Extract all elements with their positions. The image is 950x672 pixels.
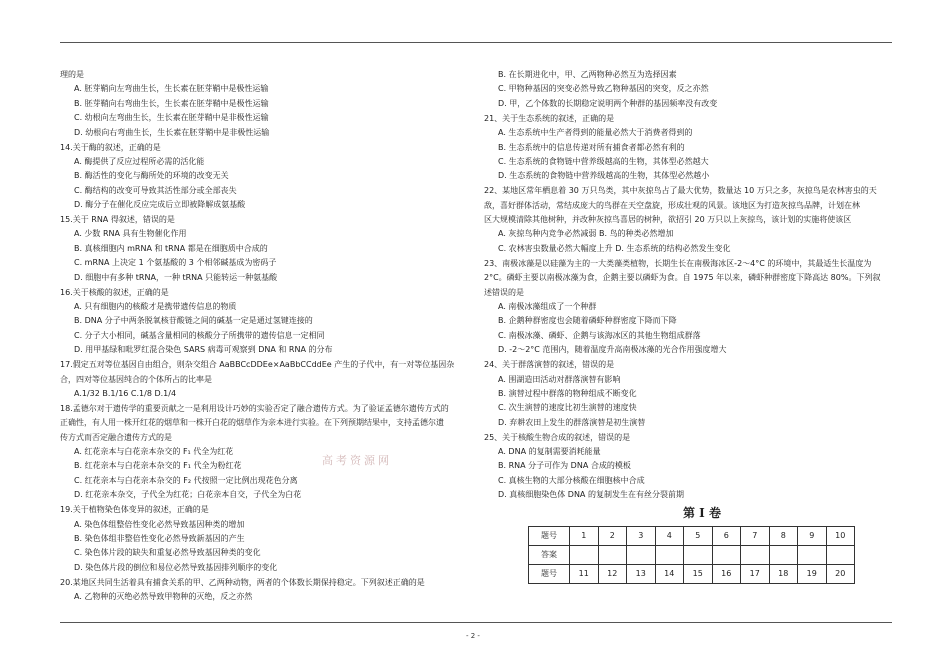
answer-cell[interactable] <box>655 546 684 565</box>
answer-option: C. 染色体片段的缺失和重复必然导致基因种类的变化 <box>74 548 261 558</box>
answer-option: A. 染色体组整倍性变化必然导致基因种类的增加 <box>74 519 245 529</box>
answer-option: D. 弃耕农田上发生的群落演替是初生演替 <box>498 417 646 427</box>
question-continuation: 理的是 <box>60 70 84 79</box>
answer-option: D. 染色体片段的倒位和易位必然导致基因排列顺序的变化 <box>74 562 278 572</box>
answer-table-row-answers <box>529 546 855 565</box>
answer-option: D. 用甲基绿和吡罗红混合染色 SARS 病毒可观察到 DNA 和 RNA 的分布 <box>74 345 333 355</box>
question-stem: 19.关于植物染色体变异的叙述，正确的是 <box>60 505 209 515</box>
answer-cell[interactable] <box>598 546 627 565</box>
question-number: 3 <box>627 527 656 546</box>
right-column <box>484 68 892 503</box>
left-column <box>60 68 468 605</box>
answer-cell[interactable] <box>798 546 827 565</box>
row-label: 题号 <box>529 527 570 546</box>
row-label: 答案 <box>529 546 570 565</box>
answer-option: A. 南极冰藻组成了一个种群 <box>498 302 597 311</box>
question-continuation: 2°C。磷虾主要以南极冰藻为食，企鹅主要以磷虾为食。自 1975 年以来，磷虾种群密度下降高达 80%。下列叙 <box>484 273 881 283</box>
answer-cell[interactable] <box>826 546 855 565</box>
answer-option: A.1/32 B.1/16 C.1/8 D.1/4 <box>74 388 177 398</box>
question-continuation: 区大规模清除其他树种，并改种灰掠鸟喜居的树种，欲招引 20 万只以上灰掠鸟，该计划的实施将使该区 <box>484 215 852 225</box>
answer-option: C. 农林害虫数量必然大幅度上升 D. 生态系统的结构必然发生变化 <box>498 243 731 253</box>
question-stem: 18.孟德尔对于遗传学的重要贡献之一是利用设计巧妙的实验否定了融合遗传方式。为了验证孟德尔遗传方式的 <box>60 403 449 413</box>
top-rule <box>60 42 892 43</box>
answer-option: C. 南极冰藻、磷虾、企鹅与该海冰区的其他生物组成群落 <box>498 330 701 340</box>
watermark: 高考资源网 <box>322 454 392 467</box>
answer-option: D. 甲，乙个体数的长期稳定说明两个种群的基因频率没有改变 <box>498 98 718 108</box>
answer-option: D. -2～2°C 范围内，随着温度升高南极冰藻的光合作用强度增大 <box>498 345 727 355</box>
answer-option: D. 真核细胞染色体 DNA 的复制发生在有丝分裂前期 <box>498 490 684 500</box>
answer-option: C. mRNA 上决定 1 个氨基酸的 3 个相邻碱基成为密码子 <box>74 258 277 268</box>
answer-option: C. 分子大小相同，碱基含量相同的核酸分子所携带的遗传信息一定相同 <box>74 330 325 340</box>
answer-option: C. 生态系统的食物链中营养级越高的生物，其体型必然越大 <box>498 156 709 166</box>
answer-option: B. 在长期进化中，甲、乙两物种必然互为选择因素 <box>498 70 677 79</box>
question-number: 7 <box>741 527 770 546</box>
answer-option: C. 甲物种基因的突变必然导致乙物种基因的突变，反之亦然 <box>498 84 709 94</box>
question-stem: 22、某地区常年栖息着 30 万只鸟类，其中灰掠鸟占了最大优势，数量达 10 万只之多，灰掠鸟是农林害虫的天 <box>484 186 877 196</box>
bottom-rule <box>60 622 892 623</box>
question-number: 5 <box>684 527 713 546</box>
page-number: - 2 - <box>466 632 480 640</box>
answer-option: A. 生态系统中生产者得到的能量必然大于消费者得到的 <box>498 128 693 138</box>
answer-option: A. DNA 的复制需要消耗能量 <box>498 447 601 457</box>
answer-option: C. 酶结构的改变可导致其活性部分或全部丧失 <box>74 185 237 195</box>
answer-table-row-numbers <box>529 527 855 546</box>
question-number: 19 <box>798 565 827 584</box>
answer-option: B. 胚芽鞘向右弯曲生长，生长素在胚芽鞘中是极性运输 <box>74 98 269 108</box>
question-continuation: 敌，喜好群体活动，常结成庞大的鸟群在天空盘旋，形成壮观的风景。该地区为打造灰掠鸟品牌，计划在林 <box>484 200 860 210</box>
question-continuation: 正确性，有人用一株开红花的烟草和一株开白花的烟草作为亲本进行实验。在下列预期结果中，支持孟德尔遗 <box>60 418 444 428</box>
section-title: 第 I 卷 <box>683 506 721 520</box>
question-stem: 21、关于生态系统的叙述，正确的是 <box>484 113 615 123</box>
answer-option: B. 染色体组非整倍性变化必然导致新基因的产生 <box>74 534 245 543</box>
answer-cell[interactable] <box>627 546 656 565</box>
question-stem: 14.关于酶的叙述，正确的是 <box>60 142 161 152</box>
question-number: 18 <box>769 565 798 584</box>
question-stem: 24、关于群落演替的叙述，错误的是 <box>484 360 615 370</box>
answer-option: B. 真核细胞内 mRNA 和 tRNA 都是在细胞质中合成的 <box>74 243 268 253</box>
answer-option: A. 灰掠鸟种内竞争必然减弱 B. 鸟的种类必然增加 <box>498 229 674 239</box>
question-number: 1 <box>570 527 599 546</box>
answer-option: C. 幼根向左弯曲生长，生长素在胚芽鞘中是非极性运输 <box>74 113 269 123</box>
answer-table <box>528 526 855 584</box>
row-label: 题号 <box>529 565 570 584</box>
question-stem: 20.某地区共同生活着具有捕食关系的甲、乙两种动物，两者的个体数长期保持稳定。下列叙述正确的是 <box>60 577 425 587</box>
answer-cell[interactable] <box>570 546 599 565</box>
question-number: 4 <box>655 527 684 546</box>
answer-cell[interactable] <box>769 546 798 565</box>
answer-option: D. 生态系统的食物链中营养级越高的生物，其体型必然越小 <box>498 171 710 181</box>
question-number: 8 <box>769 527 798 546</box>
question-number: 20 <box>826 565 855 584</box>
answer-table-row-numbers <box>529 565 855 584</box>
question-stem: 17.假定五对等位基因自由组合，则杂交组合 AaBBCcDDEe×AaBbCCddEe 产生的子代中，有一对等位基因杂 <box>60 360 455 370</box>
answer-option: A. 乙物种的灭绝必然导致甲物种的灭绝，反之亦然 <box>74 592 253 602</box>
question-number: 10 <box>826 527 855 546</box>
answer-option: B. RNA 分子可作为 DNA 合成的模板 <box>498 461 631 471</box>
question-number: 16 <box>712 565 741 584</box>
answer-option: D. 红花亲本杂交，子代全为红花；白花亲本自交，子代全为白花 <box>74 490 302 500</box>
answer-option: D. 酶分子在催化反应完成后立即被降解成氨基酸 <box>74 200 246 210</box>
answer-option: D. 幼根向右弯曲生长，生长素在胚芽鞘中是非极性运输 <box>74 127 270 137</box>
question-number: 14 <box>655 565 684 584</box>
question-stem: 16.关于核酸的叙述，正确的是 <box>60 287 169 297</box>
question-number: 17 <box>741 565 770 584</box>
question-number: 6 <box>712 527 741 546</box>
answer-option: B. 酶活性的变化与酶所处的环境的改变无关 <box>74 171 229 181</box>
answer-cell[interactable] <box>741 546 770 565</box>
answer-option: B. 企鹅种群密度也会随着磷虾种群密度下降而下降 <box>498 316 677 326</box>
answer-option: A. 胚芽鞘向左弯曲生长，生长素在胚芽鞘中是极性运输 <box>74 84 269 94</box>
answer-option: D. 细胞中有多种 tRNA，一种 tRNA 只能转运一种氨基酸 <box>74 272 278 282</box>
answer-option: A. 围湖造田活动对群落演替有影响 <box>498 374 621 384</box>
question-number: 9 <box>798 527 827 546</box>
answer-option: C. 次生演替的速度比初生演替的速度快 <box>498 403 637 413</box>
question-continuation: 述错误的是 <box>484 287 524 297</box>
question-continuation: 传方式而否定融合遗传方式的是 <box>60 432 172 442</box>
answer-option: B. 生态系统中的信息传递对所有捕食者都必然有利的 <box>498 142 685 152</box>
answer-option: B. DNA 分子中两条脱氧核苷酸链之间的碱基一定是通过氢键连接的 <box>74 316 313 326</box>
question-stem: 23、南极冰藻是以硅藻为主的一大类藻类植物，长期生长在南极海冰区-2～4°C 的环境中，其最适生长温度为 <box>484 258 872 268</box>
answer-option: A. 少数 RNA 具有生物催化作用 <box>74 229 187 239</box>
answer-option: A. 酶提供了反应过程所必需的活化能 <box>74 156 205 166</box>
answer-cell[interactable] <box>712 546 741 565</box>
question-number: 13 <box>627 565 656 584</box>
answer-option: B. 红花亲本与白花亲本杂交的 F₁ 代全为粉红花 <box>74 461 242 471</box>
question-continuation: 合，四对等位基因纯合的个体所占的比率是 <box>60 374 212 384</box>
question-number: 2 <box>598 527 627 546</box>
question-number: 15 <box>684 565 713 584</box>
answer-option: A. 红花亲本与白花亲本杂交的 F₁ 代全为红花 <box>74 447 234 457</box>
question-stem: 15.关于 RNA 得叙述，错误的是 <box>60 215 175 225</box>
question-stem: 25、关于核酸生物合成的叙述，错误的是 <box>484 432 631 442</box>
answer-option: C. 真核生物的大部分核酸在细胞核中合成 <box>498 475 645 485</box>
answer-option: B. 演替过程中群落的物种组成不断变化 <box>498 388 637 398</box>
question-number: 11 <box>570 565 599 584</box>
question-number: 12 <box>598 565 627 584</box>
answer-cell[interactable] <box>684 546 713 565</box>
answer-option: A. 只有细胞内的核酸才是携带遗传信息的物质 <box>74 302 237 311</box>
answer-option: C. 红花亲本与白花亲本杂交的 F₂ 代按照一定比例出现花色分离 <box>74 475 298 485</box>
